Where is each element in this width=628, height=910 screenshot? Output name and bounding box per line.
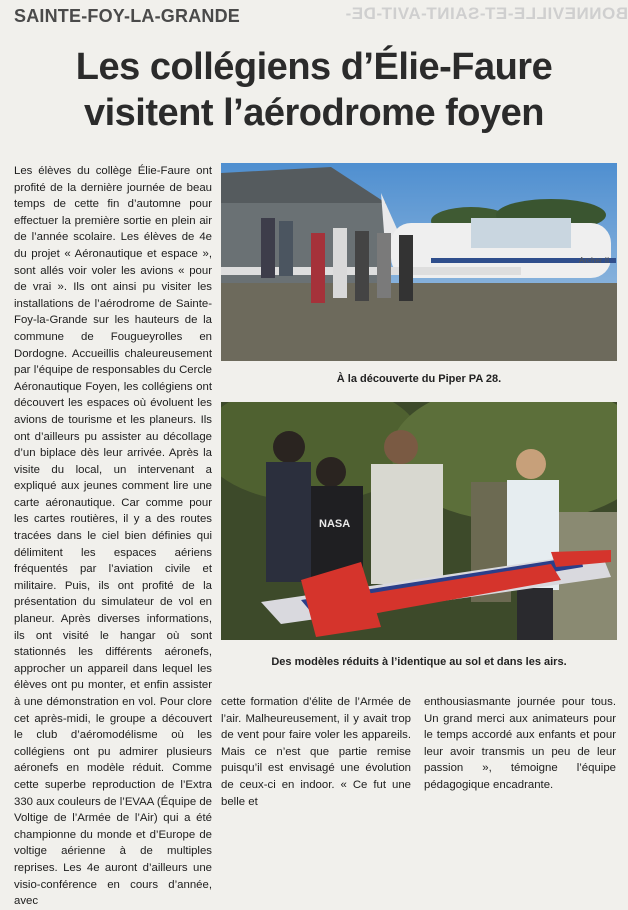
shirt-print: NASA [319,518,351,530]
photo-model-plane [221,402,617,640]
photo-model-illustration [221,402,617,640]
article-text-col1: Les élèves du collège Élie-Faure ont profité de la dernière journée de beau temps de cette fin d’automne pour effectuer la première sortie en plein air de l’année scolaire. Les élèves de 4e du projet « Aéronautique et espace », sont allés voir voler les avions « pour de vrai ». Ils ont ainsi pu visiter les installations de l’aérodrome de Sainte-Foy-la-Grande sur les hauteurs de la commune de Fougueyrolles en Dordogne. Accueillis chaleureusement par l’équipe de responsables du Cercle Aéronautique Foyen, les collégiens ont découvert les espaces où évoluent les avions de tourisme et les planeurs. Ils ont d’ailleurs pu assister au décollage d’un biplace dès leur arrivée. Après la visite du local, un intervenant a expliqué aux jeunes comment lire une carte aéronautique. Car comme pour les cartes routières, il y a des routes tracées dans le ciel bien définies qui délimitent les espaces aériens fréquentés par l’aviation civile et militaire. Puis, ils ont profité de la présentation du simulateur de vol en planeur. Après diverses informations, ils ont visité le hangar où sont stationnés les différents aéronefs, approcher un appareil dans lequel les élèves ont pu monter, et enfin assister à une démonstration en vol. Pour clore cet après-midi, le groupe a découvert le club d’aéromodélisme où les collégiens ont pu admirer plusieurs aéronefs en modèle réduit. Comme cette superbe reproduction de l’Extra 330 aux couleurs de l’EVAA (Équipe de Voltige de l’Armée de l’Air) qui a été championne du monde et d’Europe de voltige aérienne à de multiples reprises. Les 4e auront d’ailleurs une visio-conférence en cours d’année, avec [14,165,212,908]
article-text-col2: cette formation d’élite de l’Armée de l’air. Malheureusement, il y avait trop de vent pour faire voler les appareils. Mais ce n’est que partie remise puisqu’il est envisagé une évolution de ceux-ci en indoor. « Ce fut une belle et [221,696,411,808]
photo-piper-illustration [221,163,617,361]
photo-caption-1: À la découverte du Piper PA 28. [336,373,502,385]
plane-model-label: Archer II [579,256,610,265]
article-text-col3: enthousiasmante journée pour tous. Un grand merci aux animateurs pour le temps accordé aux enfants et pour leur avoir transmis un peu de leur passion », témoigne l’équipe pédagogique encadrante. [424,696,616,791]
headline-line-2: visitent l’aérodrome foyen [83,92,544,134]
headline-line-1: Les collégiens d’Élie-Faure [75,46,553,88]
photo-piper [221,163,617,361]
article-column-3 [424,694,616,794]
headline [0,44,628,136]
article-column-1 [14,163,212,910]
photo-caption-2: Des modèles réduits à l’identique au sol et dans les airs. [271,656,567,668]
article-column-2 [221,694,411,810]
bleed-through-text: BONNEVILLE-ET-SAINT-AVIT-DE- [345,4,628,23]
section-kicker: SAINTE-FOY-LA-GRANDE [14,6,240,26]
